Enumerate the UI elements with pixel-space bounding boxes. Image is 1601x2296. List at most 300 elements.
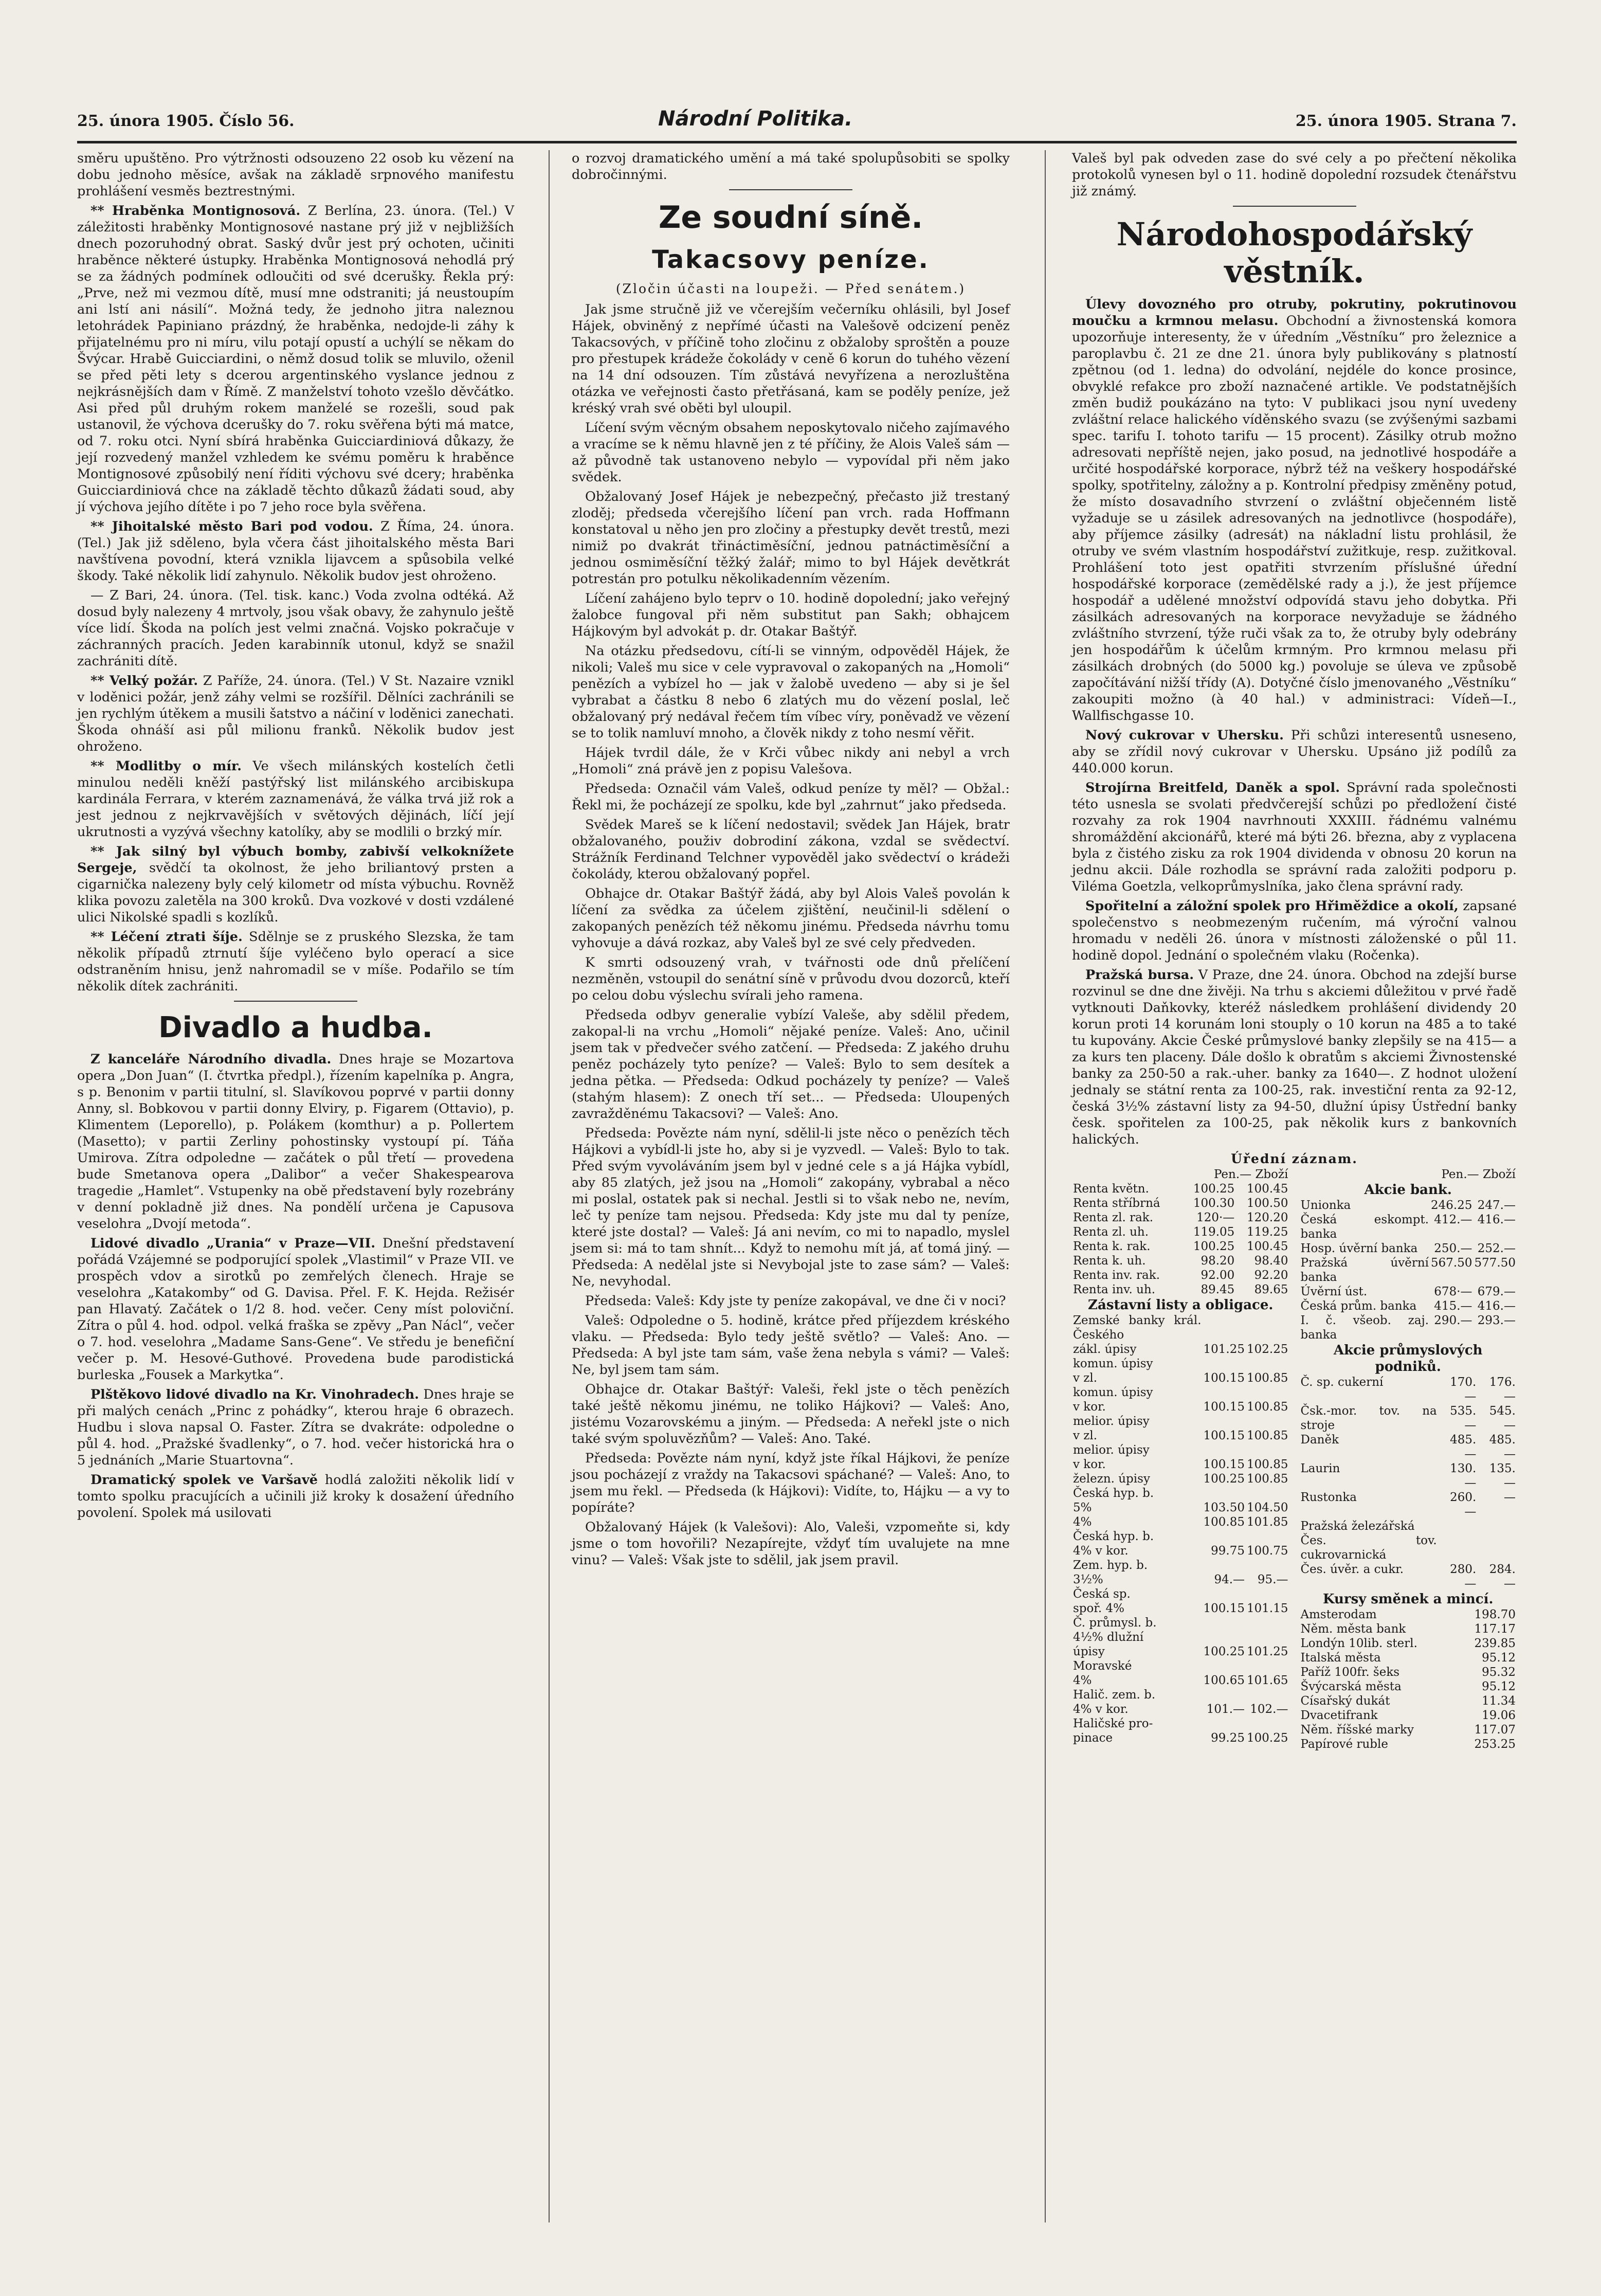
table-row	[1072, 1630, 1289, 1644]
table-row	[1300, 1651, 1517, 1665]
table-cell: 100.25	[1203, 1472, 1245, 1486]
article-title: ** Velký požár.	[90, 673, 198, 689]
fx-heading: Kursy směnek a mincí.	[1322, 1592, 1494, 1607]
table-row	[1300, 1198, 1517, 1213]
table-row	[1072, 1239, 1289, 1254]
table-cell: 100.25	[1203, 1645, 1245, 1658]
table-cell: Zemské banky král. Českého	[1073, 1314, 1202, 1342]
article-paragraph	[1072, 296, 1517, 724]
table-row	[1072, 1385, 1289, 1400]
table-cell: Císařský dukát	[1300, 1694, 1390, 1708]
table-cell: 100.85	[1247, 1429, 1288, 1442]
table-row	[1300, 1694, 1517, 1708]
table-cell: Zem. hyp. b.	[1073, 1559, 1148, 1572]
article-paragraph	[1072, 967, 1517, 1148]
table-cell: 247.—	[1477, 1199, 1516, 1212]
table-row	[1072, 1558, 1289, 1572]
table-row	[1072, 1544, 1289, 1558]
table-cell: pinace	[1073, 1731, 1113, 1745]
table-cell: 100.15	[1203, 1371, 1245, 1385]
header-date-issue: 25. února 1905. Číslo 56.	[77, 112, 295, 130]
table-cell: úpisy	[1073, 1645, 1105, 1658]
table-row	[1072, 1731, 1289, 1745]
table-cell: 120.20	[1247, 1211, 1288, 1224]
table-cell: 95.—	[1257, 1573, 1288, 1586]
table-cell: 100.25	[1193, 1240, 1235, 1253]
table-cell: Renta zl. rak.	[1073, 1211, 1154, 1224]
table-cell	[1246, 1385, 1289, 1400]
table-cell: Daněk	[1300, 1433, 1339, 1447]
table-cell: 100.30	[1193, 1197, 1235, 1210]
table-cell: 100.85	[1247, 1400, 1288, 1414]
table-cell: Švýcarská města	[1300, 1680, 1402, 1693]
table-cell	[1438, 1519, 1478, 1533]
article-title: Lidové divadlo „Urania“ v Praze—VII.	[90, 1236, 376, 1251]
table-cell: 239.85	[1474, 1637, 1516, 1650]
table-row	[1072, 1371, 1289, 1385]
table-cell: 98.20	[1200, 1254, 1235, 1268]
table-row	[1300, 1519, 1517, 1533]
article-paragraph: Předseda: Povězte nám nyní, sdělil-li jste něco o penězích těch Hájkovi a vybídl-li jste ho, aby si je vyzvedl. — Valeš: Bylo to tak. Před svým vyvoláváním jsem byl v jedné cele s a já Hájka vybídl, aby 85 zlatých, jež jsou na „Homoli“ zakopány, vybrabal a něco mi poslal, ostatek pak si nechal. Jestli si to však nebo ne, nevím, leč ty peníze tam nejsou. Předseda: Kdy jste mu dal ty peníze, které jste dostal? — Valeš: Já ani nevím, co mi to napadlo, myslel jsem si: má to tam shnít... Když to nemohu mít já, ať tomá jiný. — Předseda: A nedělal jste si Nevybojal jste to zase sám? — Valeš: Ne, nevyhodal.	[572, 1126, 1010, 1289]
table-cell	[1246, 1529, 1289, 1544]
table-cell: 250.—	[1434, 1242, 1472, 1255]
article-title: Dramatický spolek ve Varšavě	[90, 1472, 318, 1488]
table-cell: 101.65	[1247, 1674, 1288, 1687]
table-row	[1072, 1210, 1289, 1225]
market-table-left	[1072, 1167, 1289, 1751]
article-paragraph: Svědek Mareš se k líčení nedostavil; svědek Jan Hájek, bratr obžalovaného, použiv dobrodiní zákona, vzdal se svědectví. Strážník Ferdinand Telchner vypověděl jako svědectví o krádeži čokolády, kterou obžalovaný popřel.	[572, 817, 1010, 882]
table-row	[1300, 1213, 1517, 1241]
industry-heading: Akcie průmyslových podniků.	[1333, 1343, 1483, 1375]
table-cell: Něm. města bank	[1300, 1622, 1406, 1636]
table-cell: Čsk.-mor. tov. na stroje	[1300, 1404, 1437, 1432]
table-row	[1072, 1457, 1289, 1472]
table-cell: 252.—	[1477, 1242, 1516, 1255]
table-cell: v kor.	[1073, 1458, 1106, 1471]
table-cell: 101.85	[1247, 1515, 1288, 1529]
table-cell	[1203, 1630, 1246, 1644]
table-cell: 100.25	[1193, 1182, 1235, 1196]
column-divider	[549, 150, 550, 2222]
table-cell	[1203, 1313, 1246, 1342]
masthead-title: Národní Politika.	[658, 107, 853, 131]
article-paragraph: Jak jsme stručně již ve včerejším večerníku ohlásili, byl Josef Hájek, obviněný z nepřímé účasti na Valešově odcizení peněz Takacsových, v příčině toho zločinu z obžaloby sproštěn a pouze pro přestupek krádeže čokolády v ceně 6 korun do tuhého vězení na 14 dní odsouzen. Tím zůstává nevyřízena a nerozluštěna otázka ve veřejnosti často přetřásaná, kam se poděly peníze, jež kréský vrah své oběti byl uloupil.	[572, 302, 1010, 416]
table-cell: 577.50	[1474, 1256, 1516, 1270]
table-row	[1072, 1616, 1289, 1630]
table-cell: Unionka	[1300, 1199, 1351, 1212]
table-cell: 284.—	[1489, 1563, 1516, 1590]
table-cell: Čes. tov. cukrovarnická	[1300, 1534, 1437, 1562]
table-row	[1072, 1716, 1289, 1731]
table-cell	[1246, 1313, 1289, 1342]
table-row	[1072, 1601, 1289, 1616]
table-cell	[1246, 1659, 1289, 1673]
article-paragraph: Obhajce dr. Otakar Baštýř žádá, aby byl Alois Valeš povolán k líčení za svědka za účelem zjištění, neučinil-li sdělení o zakopaných penězích též někomu jinému. Předseda návrhu tomu vyhovuje a dává rozkaz, aby Valeš byl ze své cely předveden.	[572, 886, 1010, 951]
table-cell: 100.15	[1203, 1400, 1245, 1414]
table-cell	[1246, 1716, 1289, 1731]
table-row	[1072, 1702, 1289, 1716]
table-cell: 103.50	[1203, 1501, 1245, 1514]
table-cell	[1203, 1616, 1246, 1630]
table-cell: 176.—	[1489, 1376, 1516, 1403]
column-news	[77, 150, 514, 1524]
table-cell: 280.—	[1450, 1563, 1477, 1590]
table-cell: v zl.	[1073, 1429, 1098, 1442]
table-cell: 4%	[1073, 1515, 1092, 1529]
table-cell: 101.25	[1203, 1343, 1245, 1356]
table-cell: 5%	[1073, 1501, 1092, 1514]
article-paragraph	[77, 1235, 514, 1383]
article-title: ** Léčení ztrati šíje.	[90, 929, 243, 945]
market-tables	[1072, 1167, 1517, 1751]
table-row	[1072, 1196, 1289, 1210]
article-text: Z Říma, 24. února. (Tel.) Jak již sděleno, byla včera část jihoitalského města Bari navštívena povodní, která vznikla lijavcem a spůsobila velké škody. Také několik lidí zahynulo. Několik budov jest ohroženo.	[77, 519, 514, 584]
article-text: Správní rada společnosti této usnesla se svolati předvčerejší schůzi po předložení čisté rozvahy za rok 1904 navrhnouti XXXIII. řádnému valnému shromáždění akcionářů, které má býti 26. března, aby z vyplacena byla z čistého zisku za rok 1904 dividenda v obnosu 20 korun na jednu akcii. Dále rozhodla se správní rada založiti podporu p. Viléma Goetzla, velkoprůmyslníka, jako člena správní rady.	[1072, 780, 1517, 894]
table-cell: 290.—	[1434, 1314, 1472, 1327]
article-paragraph: Líčení zahájeno bylo teprv o 10. hodině dopolední; jako veřejný žalobce fungoval při něm substitut pan Sakh; obhajcem Hájkovým byl advokát p. dr. Otakar Baštýř.	[572, 591, 1010, 639]
article-paragraph	[1072, 780, 1517, 895]
article-paragraph	[77, 1051, 514, 1232]
table-cell: 678·—	[1434, 1285, 1472, 1298]
market-table-right	[1300, 1167, 1517, 1751]
table-cell: Renta zl. uh.	[1073, 1225, 1149, 1239]
table-row	[1300, 1241, 1517, 1256]
table-cell: 100.85	[1247, 1371, 1288, 1385]
article-paragraph	[77, 929, 514, 995]
table-cell	[1203, 1587, 1246, 1601]
table-row	[1072, 1313, 1289, 1342]
table-cell: Dvacetifrank	[1300, 1709, 1378, 1722]
table-cell: 100.75	[1247, 1544, 1288, 1558]
table-cell: Halič. zem. b.	[1073, 1688, 1156, 1702]
table-row	[1300, 1404, 1517, 1433]
table-row	[1072, 1515, 1289, 1529]
table-cell: 198.70	[1474, 1608, 1516, 1621]
table-row	[1072, 1572, 1289, 1587]
section-heading-court: Ze soudní síně.	[658, 200, 923, 236]
bonds-heading: Zástavní listy a obligace.	[1088, 1297, 1273, 1313]
table-cell: Renta stříbrná	[1073, 1197, 1160, 1210]
newspaper-page	[77, 107, 1517, 2226]
table-cell	[1246, 1486, 1289, 1500]
table-cell	[1246, 1558, 1289, 1572]
article-paragraph: Předseda: Povězte nám nyní, když jste říkal Hájkovi, že peníze jsou pocházejí z vraždy na Takacsovi spáchané? — Valeš: Ano, to jsem mu řekl. — Předseda (k Hájkovi): Vidíte, to, Hájku — a vy to popíráte?	[572, 1451, 1010, 1515]
article-text: V Praze, dne 24. února. Obchod na zdejší burse rozvinul se dne dne živěji. Na trhu s akciemi důležitou v prvé řadě vytknouti Daňkovky, kteréž následkem prohlášení dividendy 20 korun proti 14 korunám loni stouply o 10 korun na 485 a to také tu kupovány. Akcie České průmyslové banky zlepšily se na 415— a za kurs ten placeny. Dále došlo k obratům s akciemi Živnostenské banky za 250-50 a rak.-uher. banky za 1640—. Z hodnot uložení jednaly se státní renta za 100-25, rak. investiční renta za 92-12, česká 3½% zástavní listy za 94-50, dlužní úpisy Ústřední banky česk. spořitelen za 100-25, pak několik kurs z bankovních halických.	[1072, 967, 1517, 1147]
table-cell: zákl. úpisy	[1073, 1343, 1137, 1356]
table-row	[1072, 1443, 1289, 1457]
table-cell: železn. úpisy	[1073, 1472, 1150, 1486]
table-cell: 100.85	[1247, 1458, 1288, 1471]
table-cell: 679.—	[1477, 1285, 1516, 1298]
table-cell: 100.15	[1203, 1602, 1245, 1615]
table-cell: 415.—	[1434, 1299, 1472, 1313]
section-divider	[729, 189, 852, 190]
column-court	[572, 150, 1010, 1571]
article-paragraph: Líčení svým věcným obsahem neposkytovalo ničeho zajímavého a vracíme se k němu hlavně jen z té příčiny, že Alois Valeš sám — až původně tak ustanoveno nebylo — vypovídal při něm jako svědek.	[572, 420, 1010, 485]
table-cell: 100.15	[1203, 1429, 1245, 1442]
section-divider	[234, 1001, 357, 1002]
article-paragraph: Valeš: Odpoledne o 5. hodině, krátce před příjezdem kréského vlaku. — Předseda: Bylo tedy ještě světlo? — Valeš: Ano. — Předseda: A byl jste tam sám, vaše žena nebyla s vámi? — Valeš: Ne, byl jsem tam sám.	[572, 1313, 1010, 1378]
article-title: Nový cukrovar v Uhersku.	[1085, 728, 1284, 743]
article-title: Plštěkovo lidové divadlo na Kr. Vinohradech.	[90, 1387, 420, 1402]
table-cell: Laurin	[1300, 1462, 1340, 1475]
table-row	[1072, 1472, 1289, 1486]
table-cell: Renta k. uh.	[1073, 1254, 1146, 1268]
article-text: Dnes hraje se při malých cenách „Princ z pohádky“, kterou hraje 6 obrazech. Hudbu i slova napsal O. Faster. Zítra se dvakráte: odpoledne o půl 4. hod. „Pražské švadlenky“, o 7. hod. večer historická hra o 5 jednáních „Marie Stuartovna“.	[77, 1387, 514, 1468]
article-text: Při schůzi interesentů usneseno, aby se zřídil nový cukrovar v Uhersku. Upsáno již podílů za 440.000 korun.	[1072, 728, 1517, 776]
table-cell: Úvěrní úst.	[1300, 1285, 1368, 1298]
section-heading-theatre: Divadlo a hudba.	[158, 1011, 433, 1044]
article-text: Z Paříže, 24. února. (Tel.) V St. Nazaire vznikl v loděnici požár, jenž záhy velmi se rozšířil. Dělníci zachránili se jen rychlým útěkem a musili šatstvo a náčiní v loděnici zanechati. Škoda ohnáší asi půl milionu franků. Několik budov jest ohroženo.	[77, 673, 514, 754]
table-row	[1300, 1708, 1517, 1723]
table-cell: 99.25	[1211, 1731, 1245, 1745]
table-cell: 102.—	[1250, 1703, 1288, 1716]
table-row	[1072, 1659, 1289, 1673]
table-cell: 485.—	[1450, 1433, 1477, 1461]
table-cell: I. č. všeob. zaj. banka	[1300, 1314, 1429, 1342]
table-row	[1300, 1679, 1517, 1694]
article-text: Dnes hraje se Mozartova opera „Don Juan“ (I. čtvrtka předpl.), řízením kapelníka p. Angra, s p. Benonim v partii titulní, sl. Slavíkovou poprvé v partii donny Anny, sl. Bobkovou v partii donny Elviry, p. Figarem (Ottavio), p. Klimentem (Leporello), p. Polákem (komthur) a p. Pollertem (Masetto); v partii Zerliny pohostinsky vystoupí pí. Táňa Umirova. Zítra odpoledne — začátek o půl třetí — provedena bude Smetanova opera „Dalibor“ a večer Shakespearova tragedie „Hamlet“. Vstupenky na obě představení byly rozebrány v denní pokladně již dnes. Na pondělí určena je Capusova veselohra „Dvojí metoda“.	[77, 1052, 514, 1232]
article-paragraph: Na otázku předsedovu, cítí-li se vinným, odpověděl Hájek, že nikoli; Valeš mu sice v cele vypravoval o zakopaných na „Homoli“ penězích a vybízel ho — jak v žalobě uvedeno — aby si je šel vybrabat a částku 8 nebo 6 zlatých mu do vězení poslal, leč obžalovaný prý nedával řečem tím víbec víry, poněvadž ve vězení se to tolik namluví mnoho, a člověk nikdy z toho nesmí věřit.	[572, 643, 1010, 741]
article-paragraph: Předseda: Označil vám Valeš, odkud peníze ty měl? — Obžal.: Řekl mi, že pocházejí ze spolku, kde byl „zahrnut“ jako předseda.	[572, 781, 1010, 813]
table-cell: 4% v kor.	[1073, 1703, 1129, 1716]
table-cell: Česká sp.	[1073, 1587, 1131, 1601]
table-cell: Amsterodam	[1300, 1608, 1377, 1621]
table-row	[1300, 1665, 1517, 1679]
article-paragraph: Hájek tvrdil dále, že v Krči vůbec nikdy ani nebyl a vrch „Homoli“ zná právě jen z popisu Valešova.	[572, 745, 1010, 777]
table-cell: 102.25	[1247, 1343, 1288, 1356]
article-title: Spořitelní a záložní spolek pro Hřiměždice a okolí,	[1085, 898, 1459, 914]
rates-table	[1072, 1167, 1289, 1297]
bonds-table	[1072, 1313, 1289, 1745]
table-row	[1300, 1313, 1517, 1342]
table-row	[1072, 1342, 1289, 1357]
table-cell	[1203, 1357, 1246, 1371]
table-cell: Hosp. úvěrní banka	[1300, 1242, 1418, 1255]
table-cell	[1203, 1385, 1246, 1400]
table-row	[1300, 1375, 1517, 1404]
table-cell: 117.17	[1474, 1622, 1516, 1636]
table-cell: 119.05	[1193, 1225, 1235, 1239]
table-cell: 4% v kor.	[1073, 1544, 1129, 1558]
table-cell: 95.32	[1482, 1666, 1516, 1679]
table-row	[1072, 1587, 1289, 1601]
article-paragraph: Obžalovaný Hájek (k Valešovi): Alo, Valeši, vzpomeňte si, kdy jsme o tom hovořili? Nezapírejte, vždyť tím uvalujete na mne vinu? — Valeš: Však jste to sdělil, jak jsem pravil.	[572, 1520, 1010, 1568]
table-cell: Č. sp. cukerní	[1300, 1376, 1384, 1389]
table-cell	[1246, 1414, 1289, 1429]
table-row	[1300, 1607, 1517, 1622]
table-row	[1300, 1737, 1517, 1751]
article-paragraph	[1072, 727, 1517, 776]
table-cell: melior. úpisy	[1073, 1443, 1150, 1457]
table-cell: 260.—	[1450, 1491, 1477, 1518]
article-text: zapsané společenstvo s neobmezeným ručením, má výroční valnou hromadu v neděli 26. února v místnosti záloženské o půl 11. hodině dopol. Jednání o společném vlaku (Ročenka).	[1072, 898, 1517, 963]
table-row	[1300, 1622, 1517, 1636]
table-cell: 3½%	[1073, 1573, 1103, 1586]
table-cell: 293.—	[1477, 1314, 1516, 1327]
table-cell	[1203, 1414, 1246, 1429]
table-row	[1300, 1562, 1517, 1591]
rates-heading: Úřední záznam.	[1231, 1151, 1358, 1166]
table-cell: 95.12	[1482, 1651, 1516, 1665]
table-cell: 100.25	[1247, 1731, 1288, 1745]
article-paragraph: Obhajce dr. Otakar Baštýř: Valeši, řekl jste o těch penězích také ještě někomu jinému, ne toliko Hájkovi? — Valeš: Ano, jistému Vozarovskému a jiným. — Předseda: A neřekl jste o nich také svým spoluvězňům? — Valeš: Ano. Také.	[572, 1382, 1010, 1447]
table-cell: 101.—	[1206, 1703, 1245, 1716]
table-cell: Paříž 100fr. šeks	[1300, 1666, 1400, 1679]
table-cell: 104.50	[1247, 1501, 1288, 1514]
table-cell	[1246, 1357, 1289, 1371]
table-cell: Pražská železářská	[1300, 1520, 1415, 1533]
table-cell: komun. úpisy	[1073, 1386, 1153, 1399]
table-cell: 416.—	[1477, 1213, 1516, 1226]
article-subheading: (Zločin účasti na loupeži. — Před senátem.)	[615, 281, 966, 296]
table-cell	[1438, 1533, 1478, 1562]
table-cell: 100.85	[1247, 1472, 1288, 1486]
table-cell	[1203, 1529, 1246, 1544]
article-paragraph: směru upuštěno. Pro výtržnosti odsouzeno 22 osob ku vězení na dobu jednoho měsíce, avšak na základě srpnového manifestu prohlášení vesměs beztrestnými.	[77, 151, 514, 199]
table-cell: 545.—	[1489, 1404, 1516, 1432]
banks-table	[1300, 1167, 1517, 1182]
table-cell: 92.00	[1200, 1269, 1235, 1282]
table-cell: 100.45	[1247, 1240, 1288, 1253]
article-title: ** Hraběnka Montignosová.	[90, 203, 301, 219]
table-cell: 11.34	[1482, 1694, 1516, 1708]
article-paragraph: Předseda odbyv generalie vybízí Valeše, aby sdělil předem, zakopal-li na vrchu „Homoli“ nějaké peníze. Valeš: Ano, učinil jsem tak v předvečer svého zatčení. — Předseda: Z jakého druhu peněz pocházely tyto peníze? — Valeš: Bylo to sem desítek a jedna pětka. — Předseda: Odkud pocházely ty peníze? — Valeš (stahým hlasem): Z onech tří set... — Předseda: Uloupených zavražděnému Takacsovi? — Valeš: Ano.	[572, 1007, 1010, 1122]
article-title: ** Modlitby o mír.	[90, 758, 242, 774]
table-cell: —	[1504, 1491, 1516, 1504]
table-cell	[1246, 1630, 1289, 1644]
article-paragraph	[77, 758, 514, 840]
article-paragraph	[77, 843, 514, 926]
table-cell: Česká hyp. b.	[1073, 1530, 1154, 1543]
table-cell	[1246, 1443, 1289, 1457]
article-paragraph	[77, 518, 514, 584]
article-text: Dnešní představení pořádá Vzájemné se podporující spolek „Vlastimil“ v Praze VII. ve prospěch vdov a sirotků po zemřelých členech. Hraje se veselohra „Katakomby“ od G. Davisa. Přel. F. K. Hejda. Režisér pan Hlavatý. Začátek o 1/2 8. hod. večer. Ceny míst poloviční. Zítra o půl 4. hod. odpol. velká fraška se zpěvy „Pan Nácl“, večer o 7. hod. veselohra „Madame Sans-Gene“. Ve středu je benefiční večer p. M. Hesové-Guthové. Provedena bude parodistická burleska „Fousek a Markytka“.	[77, 1236, 514, 1383]
table-cell: 119.25	[1247, 1225, 1288, 1239]
header-rule	[77, 141, 1517, 143]
table-row	[1072, 1529, 1289, 1544]
article-title: Strojírna Breitfeld, Daněk a spol.	[1085, 780, 1340, 796]
article-text: svědčí ta okolnost, že jeho briliantový prsten a cigarnička nalezeny byly celý kilometr od místa výbuchu. Rovněž klika povozu zaletěla na 300 kroků. Dva vozkové v dosti vzdálené ulici Nikolské spadli s kozlíků.	[77, 860, 514, 925]
table-cell: melior. úpisy	[1073, 1415, 1150, 1428]
article-paragraph: Obžalovaný Josef Hájek je nebezpečný, přečasto již trestaný zloděj; předseda včerejšího líčení pan vrch. rada Hoffmann konstatoval u něho jen pro zločiny a přestupky devět trestů, mezi nimiž po dvakrát třináctiměsíční, jednou patnáctiměsíční a jednou osmiměsíční těžký žalář; mimo to byl Hájek devětkrát potrestán pro potulku několikadenním vězením.	[572, 489, 1010, 587]
article-paragraph	[77, 1386, 514, 1469]
table-cell: 120·—	[1196, 1211, 1235, 1224]
table-cell: 485.—	[1489, 1433, 1516, 1461]
table-cell: v zl.	[1073, 1371, 1098, 1385]
article-text: Z Berlína, 23. února. (Tel.) V záležitosti hraběnky Montignosové nastane prý již v nejbližších dnech pozoruhodný obrat. Saský dvůr jest prý ochoten, učiniti hraběnce některé ústupky. Hraběnka Montignosová nehodlá prý se za žádných podmínek odloučiti od své dcerušky. Řekla prý: „Prve, než mi vezmou dítě, musí mne odstraniti; já neustoupím ani lstí ani násilí“. Možná tedy, že jednoho jitra naleznou letohrádek Papiniano prázdný, že hraběnka, nedojde-li záhy k přijatelnému pro ni míru, vilu potají opustí a uchýlí se někam do Švýcar. Hrabě Guicciardini, o němž dosud tolik se mluvilo, oženil se před pěti lety s dcerou argentinského vyslance jednou z nejkrásnějších dam v Římě. Z manželství tohoto vzešlo děvčátko. Asi před půl druhým rokem manželé se rozešli, soud pak ustanovil, že výchova dcerušky do 7. roku svěřena býti má matce, od 7. roku otci. Nyní sbírá hraběnka Guicciardiniová důkazy, že její rozvedený manžel vzhledem ke svému poměru k hraběnce Montignosové způsobilý není říditi výchovu své dcery; hraběnka Guicciardiniová chce na základě těchto důkazů žádati soud, aby jí výchova jejího dítěte i po 7 jeho roce byla svěřena.	[77, 203, 515, 515]
table-cell: Renta inv. uh.	[1073, 1283, 1156, 1296]
article-title: Z kanceláře Národního divadla.	[90, 1052, 332, 1067]
table-cell: Moravské	[1073, 1659, 1132, 1673]
table-cell: 253.25	[1474, 1738, 1516, 1751]
table-cell: 246.25	[1431, 1199, 1472, 1212]
table-cell: 100.50	[1247, 1197, 1288, 1210]
table-cell: 4½% dlužní	[1073, 1631, 1144, 1644]
table-cell: 100.15	[1203, 1458, 1245, 1471]
article-paragraph: K smrti odsouzený vrah, v tvářnosti ode dnů přelíčení nezměněn, vstoupil do senátní síně v průvodu dvou dozorců, kteří po celou dobu výslechu svírali jeho ramena.	[572, 955, 1010, 1003]
article-paragraph: Předseda: Valeš: Kdy jste ty peníze zakopával, ve dne či v noci?	[585, 1293, 1006, 1309]
article-paragraph	[77, 1472, 514, 1521]
table-cell: 130.—	[1450, 1462, 1477, 1490]
table-row	[1072, 1182, 1289, 1196]
table-cell: Italská města	[1300, 1651, 1381, 1665]
banks-col-head: Pen.— Zboží	[1441, 1168, 1516, 1181]
table-cell: Něm. říšské marky	[1300, 1723, 1414, 1737]
article-paragraph	[77, 673, 514, 755]
table-cell: Renta inv. rak.	[1073, 1269, 1160, 1282]
table-row	[1072, 1225, 1289, 1239]
table-cell: Renta k. rak.	[1073, 1240, 1151, 1253]
article-title: Pražská bursa.	[1085, 967, 1194, 983]
article-text: Obchodní a živnostenská komora upozorňuje interesenty, že v úředním „Věstníku“ pro železnice a paroplavbu č. 21 ze dne 21. února byly publikovány s platností zpětnou (od 1. ledna) do odvolání, nejdéle do konce prosince, obvyklé refakce pro zboží naznačené artikle. Ve podstatnějších změn budiž poukázáno na tyto: V publikaci jsou nyní uvedeny zvláštní relace halického víděnského svazu (se zvýšenými sazbami spec. tarifu I. tohoto tarifu — 15 procent). Zásilky otrub možno adresovati nepříště nejen, jako posud, na jednotlivé hospodáře a určité hospodářské korporace, nýbrž též na veškery hospodářské spolky, spotřitelny, záložny a p. Kontrolní předpisy změněny potud, že místo dosavadního stvrzení o zvláštní obječenném listě vyžaduje se u zásilek adresovaných na jednotlivce (hospodáře), aby příjemce zásilky (adresát) na nákladní listu prohlásil, že otruby ve svém vlastním hospodářství zužitkuje, resp. zužitkoval. Prohlášení toto jest opatřiti stvrzením příslušné úřední hospodářské korporace (zemědělské rady a j.), že jest příjemce hospodář a udělené množství odpovídá stavu jeho dobytka. Při zásilkách adresovaných na korporace nevyžaduje se žádného zvláštního stvrzení, týže ruči však za to, že otruby byly odebrány jen hospodářům k účelům krmným. Pro krmnou melasu při zásilkách drobných (do 5000 kg.) povoluje se úleva ve způsobě započítávání nižší třídy (A). Dotyčné číslo jmenovaného „Věstníku“ zakoupiti možno (à 40 hal.) v administraci: Vídeň—I., Wallfischgasse 10.	[1072, 313, 1517, 724]
section-heading-economy: Národohospodářský věstník.	[1116, 215, 1472, 290]
table-cell: 135.—	[1489, 1462, 1516, 1490]
article-title: ** Jak silný byl výbuch bomby, zabivší velkoknížete Sergeje,	[77, 844, 514, 876]
table-row	[1300, 1533, 1517, 1562]
table-row	[1072, 1268, 1289, 1282]
column-divider	[1045, 150, 1046, 2222]
table-cell: komun. úpisy	[1073, 1357, 1153, 1370]
table-row	[1300, 1299, 1517, 1313]
banks-heading: Akcie bank.	[1364, 1182, 1452, 1198]
section-divider	[1233, 206, 1356, 207]
table-cell	[1477, 1533, 1517, 1562]
table-cell: 19.06	[1482, 1709, 1516, 1722]
table-row	[1072, 1400, 1289, 1414]
table-cell	[1203, 1688, 1246, 1702]
table-cell	[1246, 1688, 1289, 1702]
table-cell: Česká eskompt. banka	[1300, 1213, 1429, 1241]
table-cell	[1477, 1519, 1517, 1533]
table-cell: 98.40	[1254, 1254, 1288, 1268]
rates-col-head: Pen.— Zboží	[1213, 1168, 1288, 1181]
table-cell: 92.20	[1254, 1269, 1288, 1282]
table-row	[1300, 1285, 1517, 1299]
article-paragraph: Valeš byl pak odveden zase do své cely a po přečtení několika protokolů vynesen byl o 11. hodině dopolední rozsudek čtenářstvu již známý.	[1072, 151, 1517, 199]
table-cell: Č. průmysl. b.	[1073, 1616, 1157, 1630]
table-cell	[1203, 1443, 1246, 1457]
table-row	[1300, 1461, 1517, 1490]
table-row	[1072, 1282, 1289, 1297]
table-cell: 89.65	[1254, 1283, 1288, 1296]
table-cell: 99.75	[1211, 1544, 1245, 1558]
table-cell: 89.45	[1200, 1283, 1235, 1296]
industry-table	[1300, 1375, 1517, 1591]
table-cell: 117.07	[1474, 1723, 1516, 1737]
table-cell: 170.—	[1450, 1376, 1477, 1403]
table-cell	[1203, 1486, 1246, 1500]
table-cell	[1203, 1716, 1246, 1731]
table-cell: 416.—	[1477, 1299, 1516, 1313]
banks-table-body	[1300, 1198, 1517, 1342]
article-paragraph: o rozvoj dramatického umění a má také spolupůsobiti se spolky dobročinnými.	[572, 151, 1010, 183]
column-economy	[1072, 150, 1517, 1751]
table-cell: 412.—	[1434, 1213, 1472, 1226]
table-cell: Čes. úvěr. a cukr.	[1300, 1563, 1404, 1576]
table-row	[1072, 1500, 1289, 1515]
table-row	[1072, 1486, 1289, 1500]
table-cell: 101.25	[1247, 1645, 1288, 1658]
table-cell: v kor.	[1073, 1400, 1106, 1414]
article-paragraph: — Z Bari, 24. února. (Tel. tisk. kanc.) Voda zvolna odtéká. Až dosud byly nalezeny 4 mrtvoly, jsou však obavy, že zahynulo ještě více lidí. Škoda na polích jest velmi značná. Vojsko pokračuje v záchranných pracích. Jeden karabinník utonul, když se snažil zachrániti dítě.	[77, 588, 514, 669]
table-cell: Česká prům. banka	[1300, 1299, 1417, 1313]
table-row	[1072, 1644, 1289, 1659]
table-cell	[1246, 1616, 1289, 1630]
table-cell: 100.65	[1203, 1674, 1245, 1687]
table-cell: 100.45	[1247, 1182, 1288, 1196]
table-cell: 567.50	[1431, 1256, 1472, 1270]
